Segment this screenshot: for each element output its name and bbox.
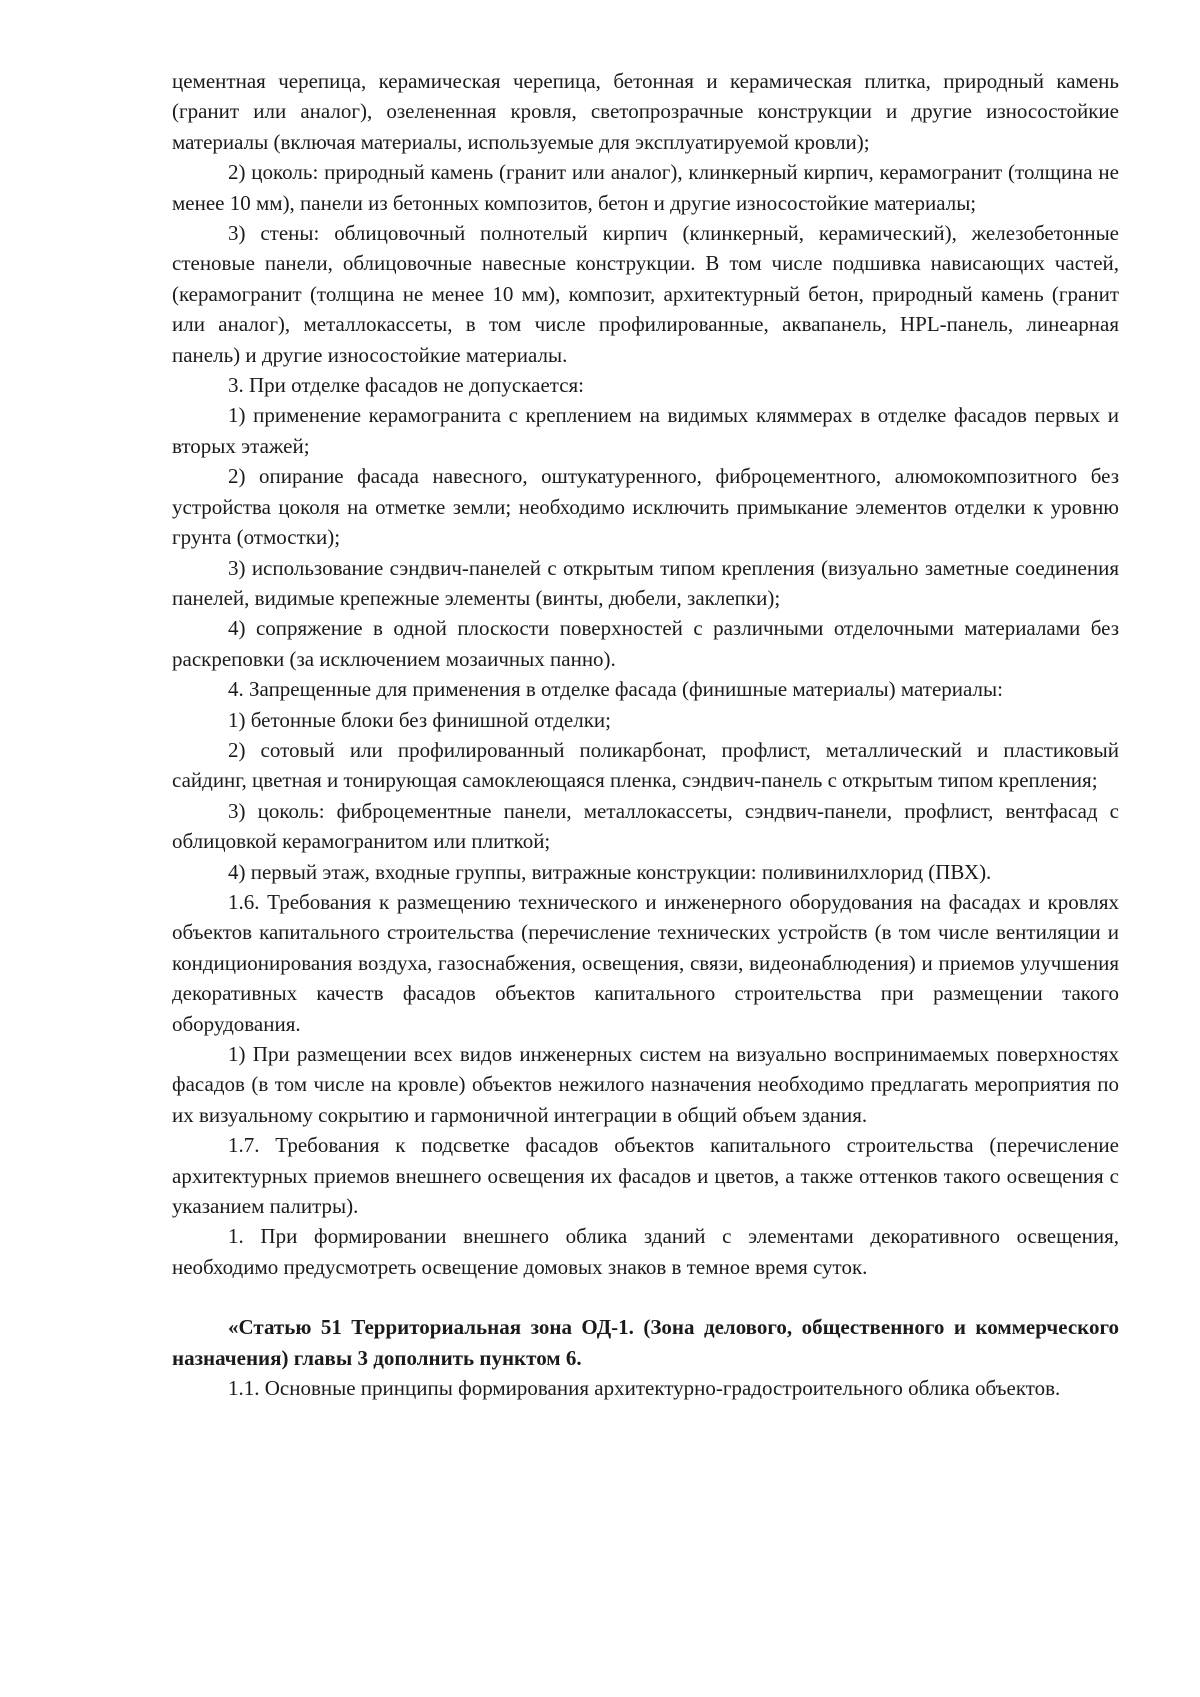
- paragraph-restriction-3: 3) использование сэндвич-панелей с открытым типом крепления (визуально заметные соединения панелей, видимые крепежные элементы (винты, дюбели, заклепки);: [172, 555, 1119, 610]
- paragraph-wall-materials: 3) стены: облицовочный полнотелый кирпич (клинкерный, керамический), железобетонные стеновые панели, облицовочные навесные конструкции. В том числе подшивка нависающих частей, (керамогранит (толщина не менее 10 мм), композит, архитектурный бетон, природный камень (гранит или аналог), металлокассеты, в том числе профилированные, аквапанель, HPL-панель, линеарная панель) и другие износостойкие материалы.: [172, 221, 1119, 367]
- paragraph-forbidden-3: 3) цоколь: фиброцементные панели, металлокассеты, сэндвич-панели, профлист, вентфасад с облицовкой керамогранитом или плиткой;: [172, 798, 1119, 854]
- paragraph-forbidden-4: 4) первый этаж, входные группы, витражные конструкции: поливинилхлорид (ПВХ).: [228, 859, 992, 884]
- paragraph-forbidden-materials-title: 4. Запрещенные для применения в отделке фасада (финишные материалы) материалы:: [228, 677, 1003, 702]
- section-heading-article-51: «Статью 51 Территориальная зона ОД-1. (Зона делового, общественного и коммерческого назначения) главы 3 дополнить пунктом 6.: [172, 1315, 1119, 1370]
- paragraph-restriction-2: 2) опирание фасада навесного, оштукатуренного, фиброцементного, алюмокомпозитного без устройства цоколя на отметке земли; необходимо исключить примыкание элементов отделки к уровню грунта (отмостки);: [172, 464, 1119, 550]
- paragraph-engineering-systems: 1) При размещении всех видов инженерных систем на визуально воспринимаемых поверхностях фасадов (в том числе на кровле) объектов нежилого назначения необходимо предлагать мероприятия по их визуальному сокрытию и гармоничной интеграции в общий объем здания.: [172, 1042, 1119, 1127]
- paragraph-forbidden-1: 1) бетонные блоки без финишной отделки;: [228, 707, 611, 732]
- paragraph-restriction-1: 1) применение керамогранита с креплением на видимых кляммерах в отделке фасадов первых и вторых этажей;: [172, 403, 1119, 458]
- paragraph-roof-materials-continued: цементная черепица, керамическая черепица, бетонная и керамическая плитка, природный камень (гранит или аналог), озелененная кровля, светопрозрачные конструкции и другие износостойкие материалы (включая материалы, используемые для эксплуатируемой кровли);: [172, 69, 1119, 154]
- document-page: [172, 66, 1119, 1403]
- paragraph-section-1-6: 1.6. Требования к размещению технического и инженерного оборудования на фасадах и кровлях объектов капитального строительства (перечисление технических устройств (в том числе вентиляции и кондиционирования воздуха, газоснабжения, освещения, связи, видеонаблюдения) и приемов улучшения декоративных качеств фасадов объектов капитального строительства при размещении такого оборудования.: [172, 889, 1119, 1036]
- paragraph-section-1-7: 1.7. Требования к подсветке фасадов объектов капитального строительства (перечисление архитектурных приемов внешнего освещения их фасадов и цветов, а также оттенков такого освещения с указанием палитры).: [172, 1133, 1119, 1219]
- paragraph-decorative-lighting: 1. При формировании внешнего облика зданий с элементами декоративного освещения, необходимо предусмотреть освещение домовых знаков в темное время суток.: [172, 1224, 1119, 1279]
- paragraph-plinth-materials: 2) цоколь: природный камень (гранит или аналог), клинкерный кирпич, керамогранит (толщина не менее 10 мм), панели из бетонных композитов, бетон и другие износостойкие материалы;: [172, 160, 1119, 215]
- paragraph-restriction-4: 4) сопряжение в одной плоскости поверхностей с различными отделочными материалами без раскреповки (за исключением мозаичных панно).: [172, 616, 1119, 671]
- paragraph-section-1-1: 1.1. Основные принципы формирования архитектурно-градостроительного облика объектов.: [228, 1376, 1061, 1401]
- paragraph-facade-restrictions-title: 3. При отделке фасадов не допускается:: [228, 373, 585, 398]
- paragraph-forbidden-2: 2) сотовый или профилированный поликарбонат, профлист, металлический и пластиковый сайдинг, цветная и тонирующая самоклеющаяся пленка, сэндвич-панель с открытым типом крепления;: [172, 737, 1119, 793]
